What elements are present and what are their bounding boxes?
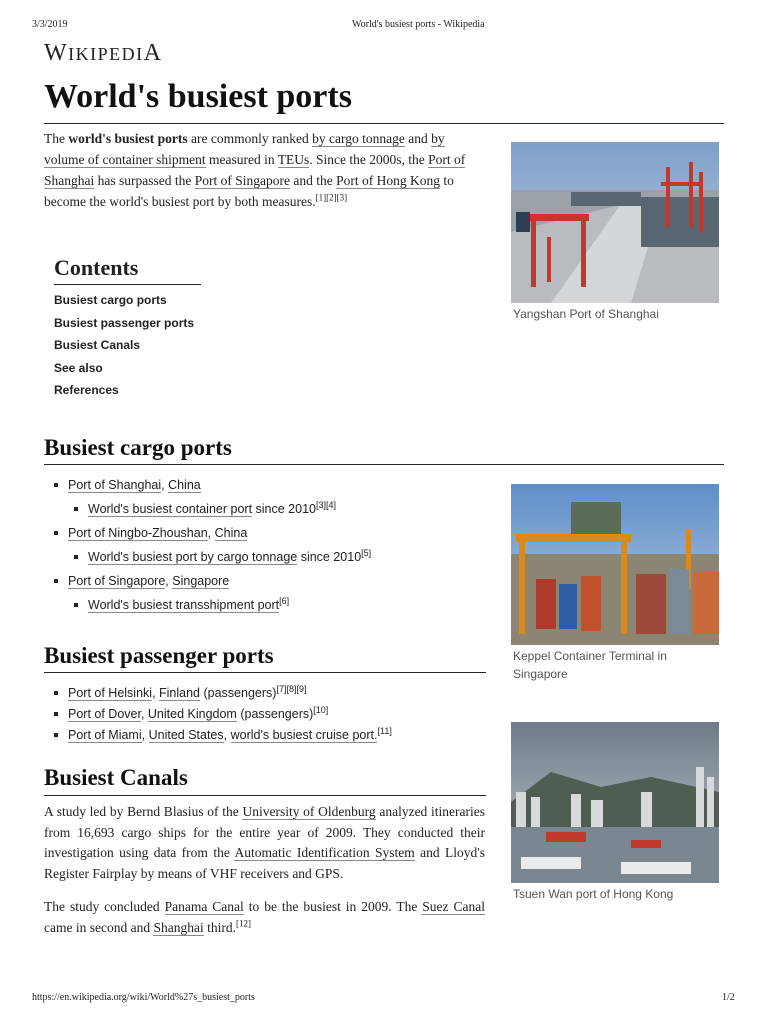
toc-item-passenger[interactable]: Busiest passenger ports [54,315,195,330]
list-item: Port of Shanghai, China [44,476,371,500]
ref-link[interactable]: [11] [377,725,392,736]
heading-passenger-ports: Busiest passenger ports [44,643,274,668]
link-singapore[interactable]: Singapore [172,574,230,588]
list-item: Port of Singapore, Singapore [44,572,371,596]
link-port-hong-kong[interactable]: Port of Hong Kong [336,173,440,188]
link-busiest-container-port[interactable]: World's busiest container port [88,502,253,516]
link-united-states[interactable]: United States [148,728,224,742]
tsuen-wan-port-image[interactable] [511,722,719,883]
print-date: 3/3/2019 [32,19,68,30]
ref-link[interactable]: [7][8][9] [276,683,307,694]
list-item: Port of Dover, United Kingdom (passengers)[10] [44,705,392,726]
port-photo-3 [511,722,719,883]
link-port-of-dover[interactable]: Port of Dover [68,707,141,721]
ref-link[interactable]: [3][4] [315,499,336,510]
link-shanghai[interactable]: Shanghai [153,919,204,935]
contents-rule [54,284,201,285]
link-united-kingdom[interactable]: United Kingdom [147,707,237,721]
figure-caption: Tsuen Wan port of Hong Kong [513,887,674,901]
ref-link[interactable]: [5] [361,547,372,558]
contents-list [54,292,194,405]
list-item: World's busiest port by cargo tonnage since 2010[5] [44,548,371,572]
list-item: Port of Helsinki, Finland (passengers)[7][8][9] [44,684,392,705]
logo-letter-w: W [44,40,69,66]
wikipedia-logo[interactable] [44,40,163,67]
canals-paragraph-1: A study led by Bernd Blasius of the University of Oldenburg analyzed itineraries from 16,693 cargo ships for the entire year of 2009. They conducted their investigation using data from the Automatic Identification System and Lloyd's Register Fairplay by means of VHF receivers and GPS. [44,804,485,881]
heading-cargo-ports: Busiest cargo ports [44,435,232,460]
logo-letters: IKIPEDI [68,44,144,64]
print-page-title: World's busiest ports - Wikipedia [352,19,485,30]
intro-bold-term: world's busiest ports [68,131,188,146]
link-automatic-identification-system[interactable]: Automatic Identification System [234,845,415,860]
intro-paragraph: The world's busiest ports are commonly ranked by cargo tonnage and by volume of container shipment measured in TEUs. Since the 2000s, the Port of Shanghai has surpassed the Port of Singapore and the Port of Hong Kong to become the world's busiest port by both measures.[1][2][3] [44,131,466,209]
passenger-list [44,684,392,747]
figure-caption: Keppel Container Terminal in Singapore [513,649,667,681]
link-university-oldenburg[interactable]: University of Oldenburg [242,804,376,819]
ref-link[interactable]: [10] [313,704,329,715]
link-port-of-singapore[interactable]: Port of Singapore [68,574,166,588]
toc-item-see-also[interactable]: See also [54,360,103,375]
title-rule [44,123,724,124]
link-teus[interactable]: TEUs [277,152,310,167]
contents-title: Contents [54,255,139,280]
link-port-of-miami[interactable]: Port of Miami [68,728,142,742]
link-panama-canal[interactable]: Panama Canal [164,899,244,914]
logo-letter-a: A [143,40,163,66]
toc-item-canals[interactable]: Busiest Canals [54,338,141,352]
link-container-volume[interactable]: by volume of container shipment [44,131,445,167]
link-cargo-tonnage[interactable]: by cargo tonnage [312,131,405,146]
toc-item-cargo[interactable]: Busiest cargo ports [54,293,167,307]
heading-busiest-canals: Busiest Canals [44,765,188,790]
list-item [44,596,371,620]
footer-url: https://en.wikipedia.org/wiki/World%27s_busiest_ports [32,992,255,1003]
canals-rule [44,795,486,796]
link-suez-canal[interactable]: Suez Canal [422,899,485,914]
figure-caption: Yangshan Port of Shanghai [513,307,659,321]
cargo-list [44,476,371,620]
link-port-shanghai[interactable]: Port of Shanghai [44,152,466,188]
port-photo-2 [511,484,719,645]
link-port-of-ningbo[interactable]: Port of Ningbo-Zhoushan [68,526,208,540]
link-busiest-port-tonnage[interactable]: World's busiest port by cargo tonnage [88,550,298,564]
ref-link[interactable]: [12] [235,918,251,928]
passenger-rule [44,672,486,673]
list-item: Port of Ningbo-Zhoushan, China [44,524,371,548]
footer-page-number: 1/2 [722,992,735,1003]
link-china[interactable]: China [214,526,248,540]
page-title: World's busiest ports [44,78,352,115]
list-item: Port of Miami, United States, world's busiest cruise port.[11] [44,726,392,747]
link-port-singapore[interactable]: Port of Singapore [194,173,290,188]
link-busiest-cruise-port[interactable]: world's busiest cruise port. [230,728,378,742]
link-finland[interactable]: Finland [159,686,201,700]
port-photo-1 [511,142,719,303]
list-item: World's busiest container port since 2010[3][4] [44,500,371,524]
ref-link[interactable]: [6] [279,595,290,606]
toc-item-references[interactable]: References [54,383,119,397]
canals-paragraph-2: The study concluded Panama Canal to be the busiest in 2009. The Suez Canal came in second and Shanghai third.[12] [44,899,485,935]
intro-refs[interactable]: [1][2][3] [315,192,348,203]
keppel-terminal-image[interactable] [511,484,719,645]
link-port-of-shanghai[interactable]: Port of Shanghai [68,478,162,492]
cargo-rule [44,464,724,465]
link-port-of-helsinki[interactable]: Port of Helsinki [68,686,153,700]
yangshan-port-image[interactable] [511,142,719,303]
link-china[interactable]: China [168,478,201,492]
link-busiest-transshipment-port[interactable]: World's busiest transshipment port [88,598,280,612]
